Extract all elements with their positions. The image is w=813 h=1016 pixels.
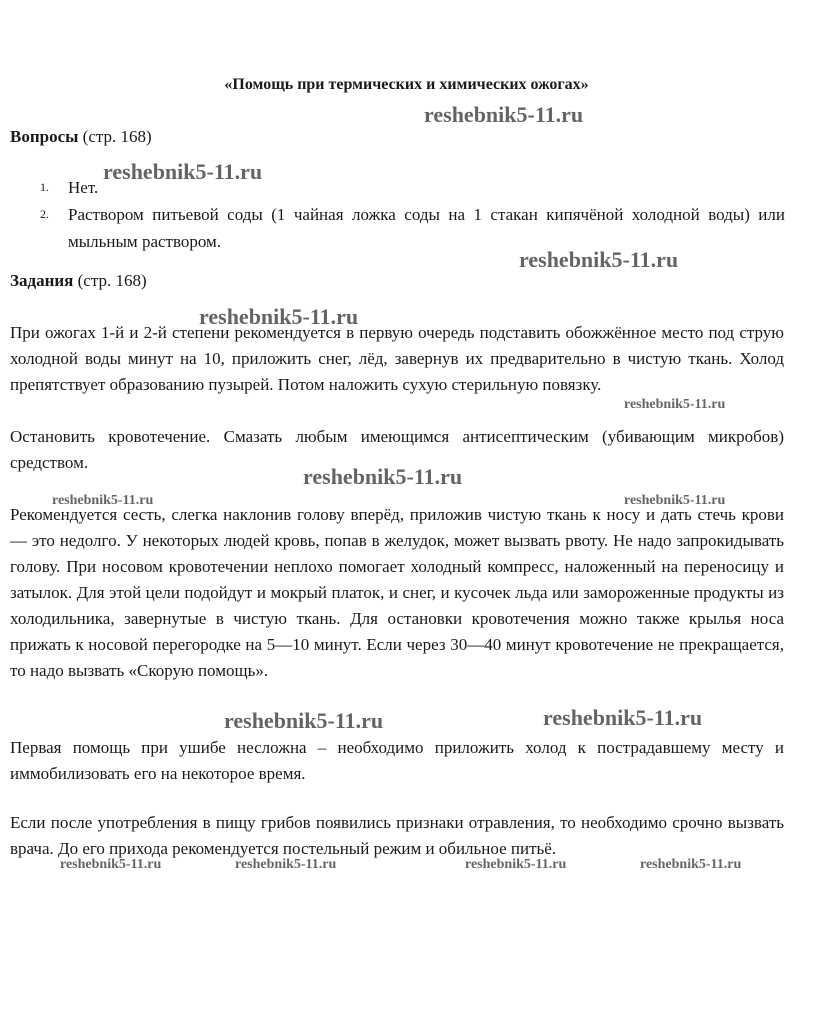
watermark: reshebnik5-11.ru <box>424 102 584 127</box>
list-item-number: 2. <box>40 207 49 221</box>
questions-page-ref: (стр. 168) <box>82 127 152 146</box>
tasks-label: Задания <box>10 271 74 290</box>
watermark: reshebnik5-11.ru <box>303 464 463 489</box>
document-title: «Помощь при термических и химических ожогах» <box>224 76 589 93</box>
list-item-text: Раствором питьевой соды (1 чайная ложка соды на 1 стакан кипячёной холодной воды) или мыльным раствором. <box>68 205 785 251</box>
paragraph-poisoning: Если после употребления в пищу грибов появились признаки отравления, то необходимо срочно вызвать врача. До его прихода рекомендуется постельный режим и обильное питьё. <box>10 813 784 858</box>
watermark: reshebnik5-11.ru <box>224 708 384 733</box>
list-item-number: 1. <box>40 180 49 194</box>
watermark: reshebnik5-11.ru <box>103 159 263 184</box>
paragraph-burns: При ожогах 1-й и 2-й степени рекомендуется в первую очередь подставить обожжённое место под струю холодной воды минут на 10, приложить снег, лёд, завернув их предварительно в чистую ткань. Холод препятствует образованию пузырей. Потом наложить сухую стерильную повязку. <box>10 323 784 394</box>
watermark: reshebnik5-11.ru <box>199 304 359 329</box>
watermark: reshebnik5-11.ru <box>624 493 726 508</box>
watermark: reshebnik5-11.ru <box>60 857 162 872</box>
paragraph-bleeding: Остановить кровотечение. Смазать любым имеющимся антисептическим (убивающим микробов) средством. <box>10 427 784 472</box>
questions-heading <box>10 127 152 147</box>
tasks-heading <box>10 271 147 291</box>
questions-label: Вопросы <box>10 127 79 146</box>
tasks-page-ref: (стр. 168) <box>77 271 147 290</box>
watermark: reshebnik5-11.ru <box>519 247 679 272</box>
watermark: reshebnik5-11.ru <box>465 857 567 872</box>
paragraph-nosebleed: Рекомендуется сесть, слегка наклонив голову вперёд, приложив чистую ткань к носу и дать стечь крови — это недолго. У некоторых людей кровь, попав в желудок, может вызвать рвоту. Не надо запрокидывать голову. При носовом кровотечении неплохо помогает холодный компресс, наложенный на переносицу и затылок. Для этой цели подойдут и мокрый платок, и снег, и кусочек льда или замороженные продукты из холодильника, завернутые в чистую ткань. Для остановки кровотечения можно также крылья носа прижать к носовой перегородке на 5—10 минут. Если через 30—40 минут кровотечение не прекращается, то надо вызвать «Скорую помощь». <box>10 505 784 680</box>
watermark: reshebnik5-11.ru <box>640 857 742 872</box>
answers-list <box>10 174 785 255</box>
list-item-text: Нет. <box>68 178 99 197</box>
watermark: reshebnik5-11.ru <box>624 397 726 412</box>
paragraph-bruise: Первая помощь при ушибе несложна – необходимо приложить холод к пострадавшему месту и иммобилизовать его на некоторое время. <box>10 738 784 783</box>
watermark: reshebnik5-11.ru <box>543 705 703 730</box>
watermark: reshebnik5-11.ru <box>52 493 154 508</box>
watermark: reshebnik5-11.ru <box>235 857 337 872</box>
